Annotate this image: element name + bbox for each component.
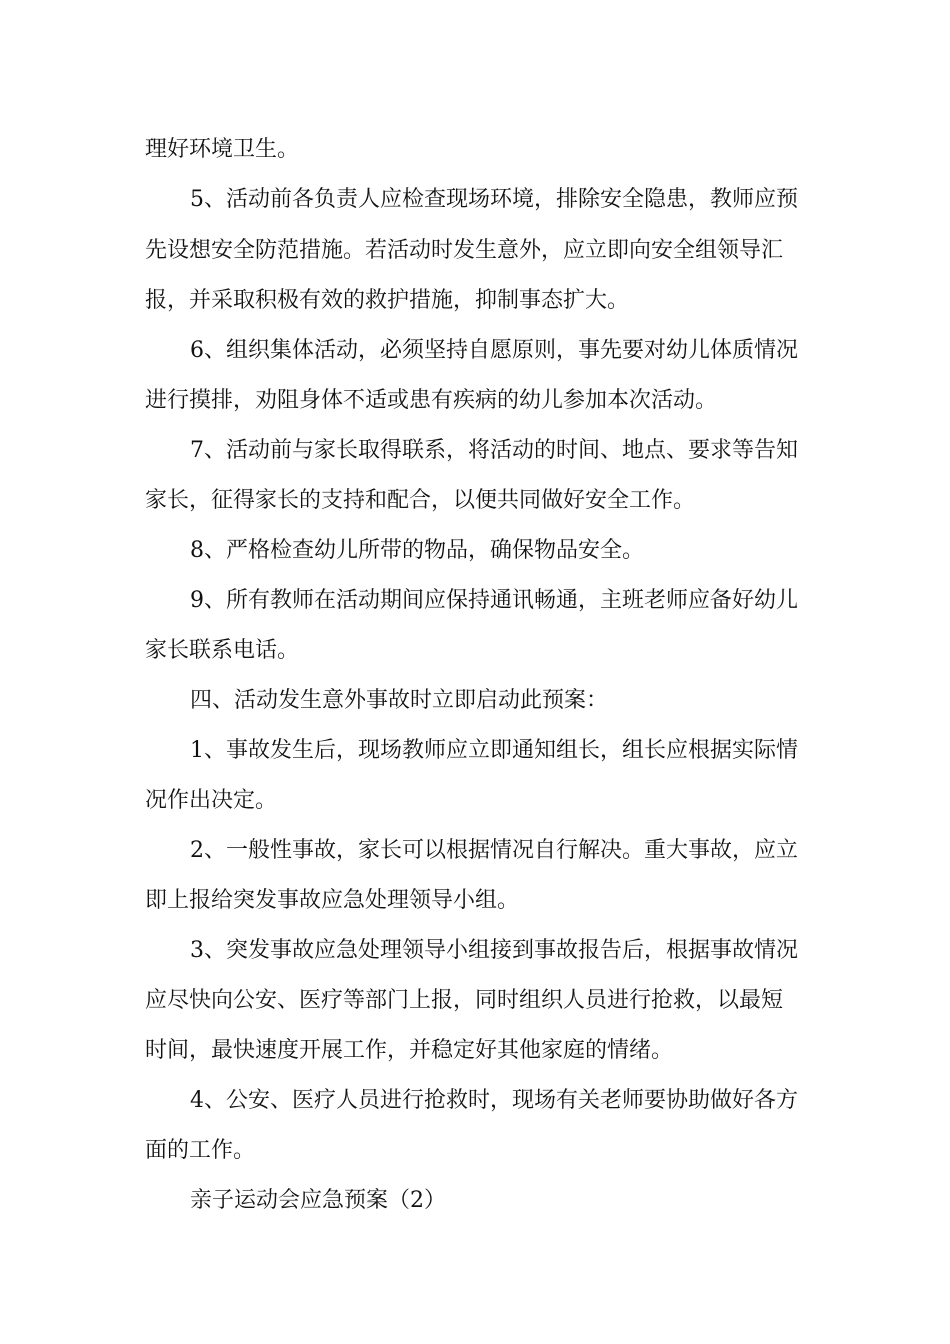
text-line: 应尽快向公安、医疗等部门上报，同时组织人员进行抢救，以最短 (145, 988, 784, 1013)
text-line: 时间，最快速度开展工作，并稳定好其他家庭的情绪。 (145, 1038, 674, 1063)
text-line: 面的工作。 (145, 1138, 256, 1163)
paragraph-7-line: 7、活动前与家长取得联系，将活动的时间、地点、要求等告知 (190, 438, 798, 463)
text-line: 家长联系电话。 (145, 638, 300, 663)
text-line: 即上报给突发事故应急处理领导小组。 (145, 888, 520, 913)
item-4-line: 4、公安、医疗人员进行抢救时，现场有关老师要协助做好各方 (190, 1088, 798, 1113)
paragraph-6-line: 6、组织集体活动，必须坚持自愿原则，事先要对幼儿体质情况 (190, 338, 798, 363)
paragraph-8-line: 8、严格检查幼儿所带的物品，确保物品安全。 (190, 538, 644, 563)
text-line: 先设想安全防范措施。若活动时发生意外，应立即向安全组领导汇 (145, 238, 784, 263)
text-line: 进行摸排，劝阻身体不适或患有疾病的幼儿参加本次活动。 (145, 388, 718, 413)
item-3-line: 3、突发事故应急处理领导小组接到事故报告后，根据事故情况 (190, 938, 798, 963)
document-subtitle: 亲子运动会应急预案（2） (190, 1188, 446, 1213)
item-2-line: 2、一般性事故，家长可以根据情况自行解决。重大事故，应立 (190, 838, 798, 863)
item-1-line: 1、事故发生后，现场教师应立即通知组长，组长应根据实际情 (190, 738, 798, 763)
section-heading-four: 四、活动发生意外事故时立即启动此预案： (190, 688, 609, 713)
text-line: 家长，征得家长的支持和配合，以便共同做好安全工作。 (145, 488, 696, 513)
text-line: 况作出决定。 (145, 788, 278, 813)
paragraph-5-line: 5、活动前各负责人应检查现场环境，排除安全隐患，教师应预 (190, 187, 798, 212)
text-line: 报，并采取积极有效的救护措施，抑制事态扩大。 (145, 288, 630, 313)
text-line: 理好环境卫生。 (145, 137, 300, 162)
paragraph-9-line: 9、所有教师在活动期间应保持通讯畅通，主班老师应备好幼儿 (190, 588, 798, 613)
